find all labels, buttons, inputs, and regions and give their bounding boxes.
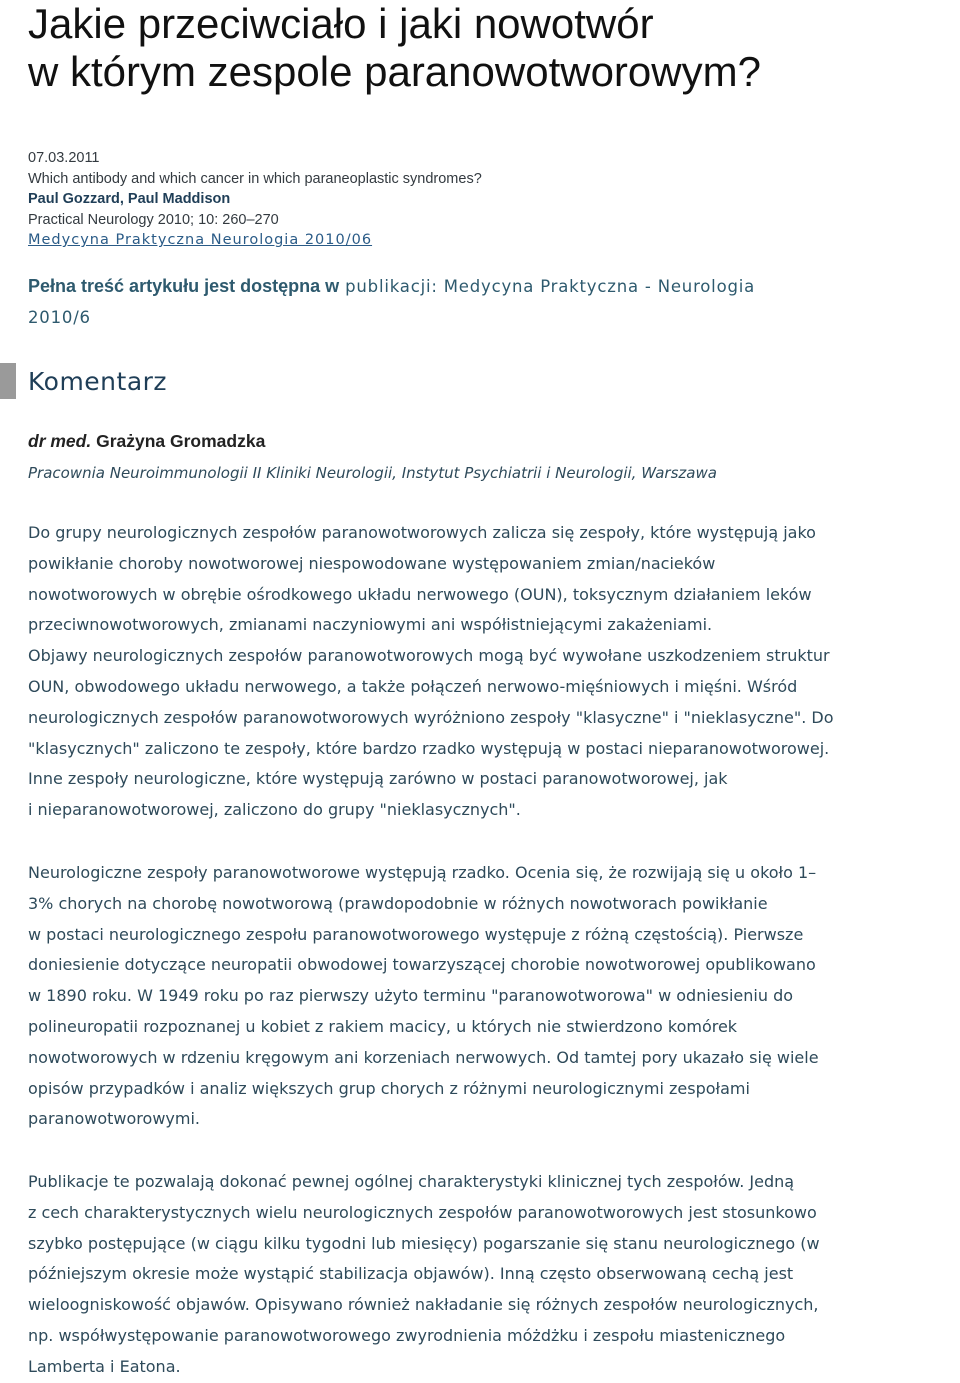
paragraph-line: Inne zespoły neurologiczne, które występują zarówno w postaci paranowotworowej, jak bbox=[28, 769, 728, 789]
author-affiliation: Pracownia Neuroimmunologii II Kliniki Neurologii, Instytut Psychiatrii i Neurologii, Warszawa bbox=[28, 464, 717, 482]
article-meta bbox=[28, 148, 928, 251]
author-degree: dr med. bbox=[28, 431, 92, 451]
paragraph-line: w 1890 roku. W 1949 roku po raz pierwszy użyto terminu "paranowotworowa" w odniesieniu do bbox=[28, 986, 794, 1006]
paragraph-line: np. współwystępowanie paranowotworowego zwyrodnienia móżdżku i zespołu miastenicznego bbox=[28, 1325, 786, 1345]
article-title-line-2: w którym zespole paranowotworowym? bbox=[28, 48, 761, 95]
paragraph-line: "klasycznych" zaliczono te zespoły, które bardzo rzadko występują w postaci nieparanowotworowej. bbox=[28, 738, 830, 758]
paragraph-line: doniesienie dotyczące neuropatii obwodowej towarzyszącej chorobie nowotworowej opublikowano bbox=[28, 955, 816, 975]
paragraph-line: OUN, obwodowego układu nerwowego, a także połączeń nerwowo-mięśniowych i mięśni. Wśród bbox=[28, 676, 798, 696]
section-marker bbox=[0, 363, 16, 399]
paragraph-line: polineuropatii rozpoznanej u kobiet z rakiem macicy, u których nie stwierdzono komórek bbox=[28, 1016, 738, 1036]
paragraph-line: powikłanie choroby nowotworowej niespowodowane występowaniem zmian/nacieków bbox=[28, 553, 716, 573]
fulltext-notice-publication: publikacji: Medycyna Praktyczna - Neurologia bbox=[339, 277, 756, 296]
fulltext-notice-issue: 2010/6 bbox=[28, 308, 91, 327]
comment-paragraph-1 bbox=[28, 518, 960, 826]
comment-paragraph-2 bbox=[28, 858, 960, 1135]
paragraph-line: z cech charakterystycznych wielu neurologicznych zespołów paranowotworowych jest stosunkowo bbox=[28, 1202, 817, 1222]
article-title-line-1: Jakie przeciwciało i jaki nowotwór bbox=[28, 0, 654, 47]
paragraph-line: opisów przypadków i analiz większych grup chorych z różnymi neurologicznymi zespołami bbox=[28, 1078, 750, 1098]
paragraph-line: i nieparanowotworowej, zaliczono do grupy "nieklasycznych". bbox=[28, 800, 521, 820]
paragraph-line: nowotworowych w rdzeniu kręgowym ani korzeniach nerwowych. Od tamtej pory ukazało się wiele bbox=[28, 1047, 819, 1067]
paragraph-line: Lamberta i Eatona. bbox=[28, 1356, 181, 1376]
paragraph-line: paranowotworowymi. bbox=[28, 1109, 200, 1129]
comment-author bbox=[28, 428, 928, 454]
paragraph-line: w postaci neurologicznego zespołu paranowotworowego występuje z różną częstością). Pierwsze bbox=[28, 924, 804, 944]
original-title: Which antibody and which cancer in which paraneoplastic syndromes? bbox=[28, 170, 482, 187]
comment-paragraph-3 bbox=[28, 1167, 960, 1383]
author-name: Grażyna Gromadzka bbox=[91, 431, 266, 451]
paragraph-line: przeciwnowotworowych, zmianami naczyniowymi ani współistniejącymi zakażeniami. bbox=[28, 615, 713, 635]
article-citation: Practical Neurology 2010; 10: 260–270 bbox=[28, 211, 279, 228]
paragraph-line: późniejszym okresie może wystąpić stabilizacja objawów). Inną często obserwowaną cechą jest bbox=[28, 1264, 794, 1284]
paragraph-line: 3% chorych na chorobę nowotworową (prawdopodobnie w różnych nowotworach powikłanie bbox=[28, 893, 768, 913]
paragraph-line: Do grupy neurologicznych zespołów paranowotworowych zalicza się zespoły, które występują jako bbox=[28, 523, 816, 542]
paragraph-line: neurologicznych zespołów paranowotworowych wyróżniono zespoły "klasyczne" i "nieklasyczne". Do bbox=[28, 707, 834, 727]
journal-link[interactable]: Medycyna Praktyczna Neurologia 2010/06 bbox=[28, 232, 373, 248]
paragraph-line: Neurologiczne zespoły paranowotworowe występują rzadko. Ocenia się, że rozwijają się u około 1– bbox=[28, 863, 817, 882]
section-title-comment: Komentarz bbox=[28, 367, 168, 396]
paragraph-line: Publikacje te pozwalają dokonać pewnej ogólnej charakterystyki klinicznej tych zespołów. Jedną bbox=[28, 1172, 795, 1191]
paragraph-line: wieloogniskowość objawów. Opisywano również nakładanie się różnych zespołów neurologicznych, bbox=[28, 1295, 819, 1315]
article-date: 07.03.2011 bbox=[28, 150, 100, 166]
article-authors: Paul Gozzard, Paul Maddison bbox=[28, 191, 231, 207]
paragraph-line: Objawy neurologicznych zespołów paranowotworowych mogą być wywołane uszkodzeniem struktur bbox=[28, 646, 830, 666]
fulltext-notice-bold: Pełna treść artykułu jest dostępna w bbox=[28, 276, 340, 296]
fulltext-notice bbox=[28, 271, 928, 333]
paragraph-line: szybko postępujące (w ciągu kilku tygodni lub miesięcy) pogarszanie się stanu neurologicznego (w bbox=[28, 1233, 820, 1253]
article-title bbox=[28, 0, 958, 96]
paragraph-line: nowotworowych w obrębie ośrodkowego układu nerwowego (OUN), toksycznym działaniem leków bbox=[28, 584, 812, 604]
